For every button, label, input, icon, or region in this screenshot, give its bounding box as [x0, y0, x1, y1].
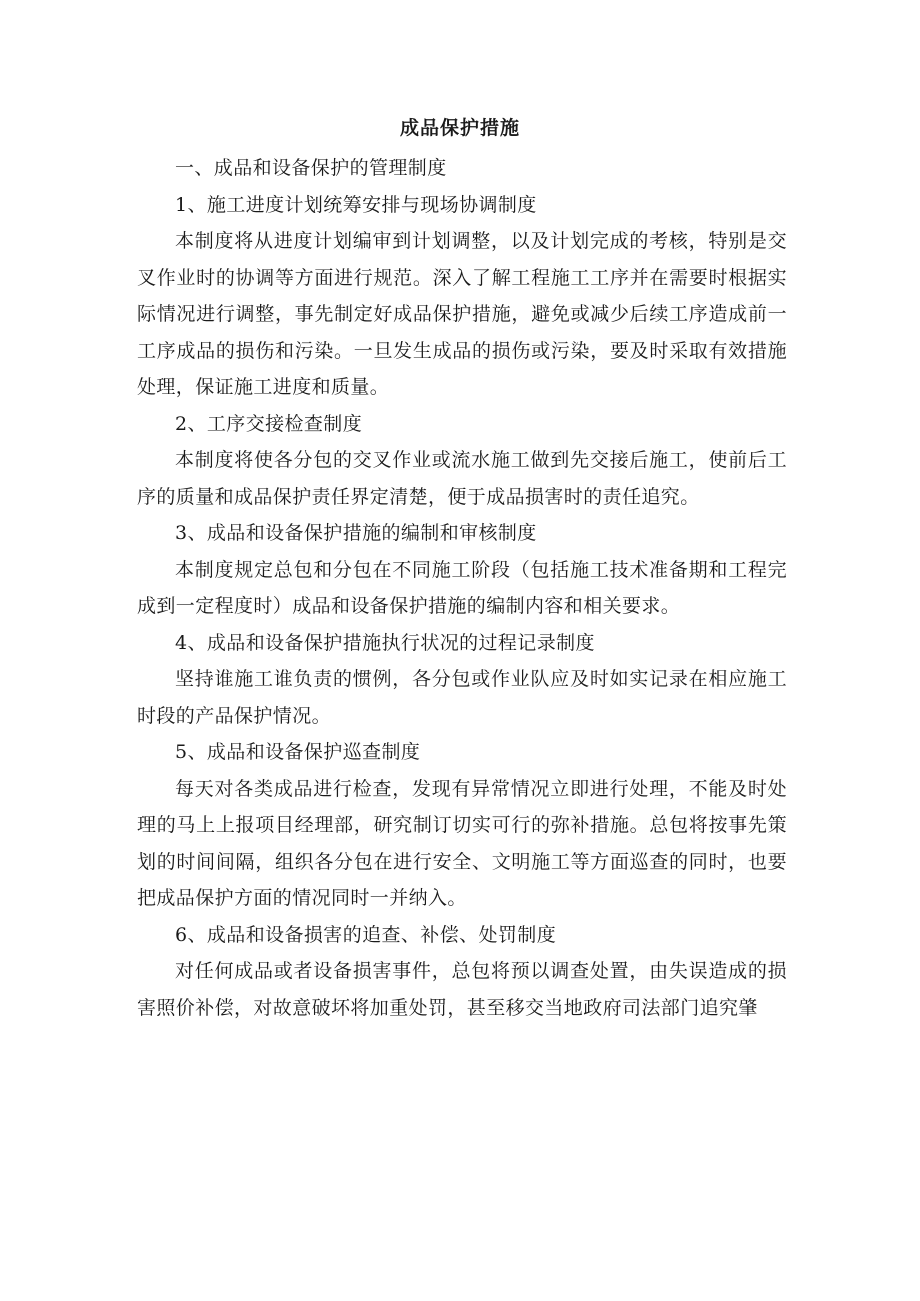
body-paragraph: 对任何成品或者设备损害事件，总包将预以调查处置，由失误造成的损害照价补偿，对故意破坏将加重处罚，甚至移交当地政府司法部门追究肇 — [137, 960, 787, 1019]
page-title: 成品保护措施 — [399, 117, 520, 139]
subsection-heading: 5、成品和设备保护巡查制度 — [175, 741, 421, 763]
subsection-heading: 2、工序交接检查制度 — [175, 412, 363, 435]
subsection-heading: 1、施工进度计划统筹安排与现场协调制度 — [175, 193, 537, 216]
section-heading: 一、成品和设备保护的管理制度 — [175, 157, 447, 179]
subsection-heading: 4、成品和设备保护措施执行状况的过程记录制度 — [175, 631, 595, 654]
subsection-heading: 3、成品和设备保护措施的编制和审核制度 — [175, 522, 537, 544]
body-paragraph: 本制度规定总包和分包在不同施工阶段（包括施工技术准备期和工程完成到一定程度时）成品和设备保护措施的编制内容和相关要求。 — [137, 558, 787, 617]
document-body — [137, 150, 787, 1026]
body-paragraph: 本制度将使各分包的交叉作业或流水施工做到先交接后施工，使前后工序的质量和成品保护责任界定清楚，便于成品损害时的责任追究。 — [137, 449, 787, 508]
body-paragraph: 每天对各类成品进行检查，发现有异常情况立即进行处理，不能及时处理的马上上报项目经理部，研究制订切实可行的弥补措施。总包将按事先策划的时间间隔，组织各分包在进行安全、文明施工等方面巡查的同时，也要把成品保护方面的情况同时一并纳入。 — [137, 777, 787, 909]
body-paragraph: 本制度将从进度计划编审到计划调整，以及计划完成的考核，特别是交叉作业时的协调等方面进行规范。深入了解工程施工工序并在需要时根据实际情况进行调整，事先制定好成品保护措施，避免或减少后续工序造成前一工序成品的损伤和污染。一旦发生成品的损伤或污染，要及时采取有效措施处理，保证施工进度和质量。 — [137, 230, 787, 398]
subsection-heading: 6、成品和设备损害的追查、补偿、处罚制度 — [175, 923, 557, 946]
body-paragraph: 坚持谁施工谁负责的惯例，各分包或作业队应及时如实记录在相应施工时段的产品保护情况。 — [137, 668, 787, 727]
